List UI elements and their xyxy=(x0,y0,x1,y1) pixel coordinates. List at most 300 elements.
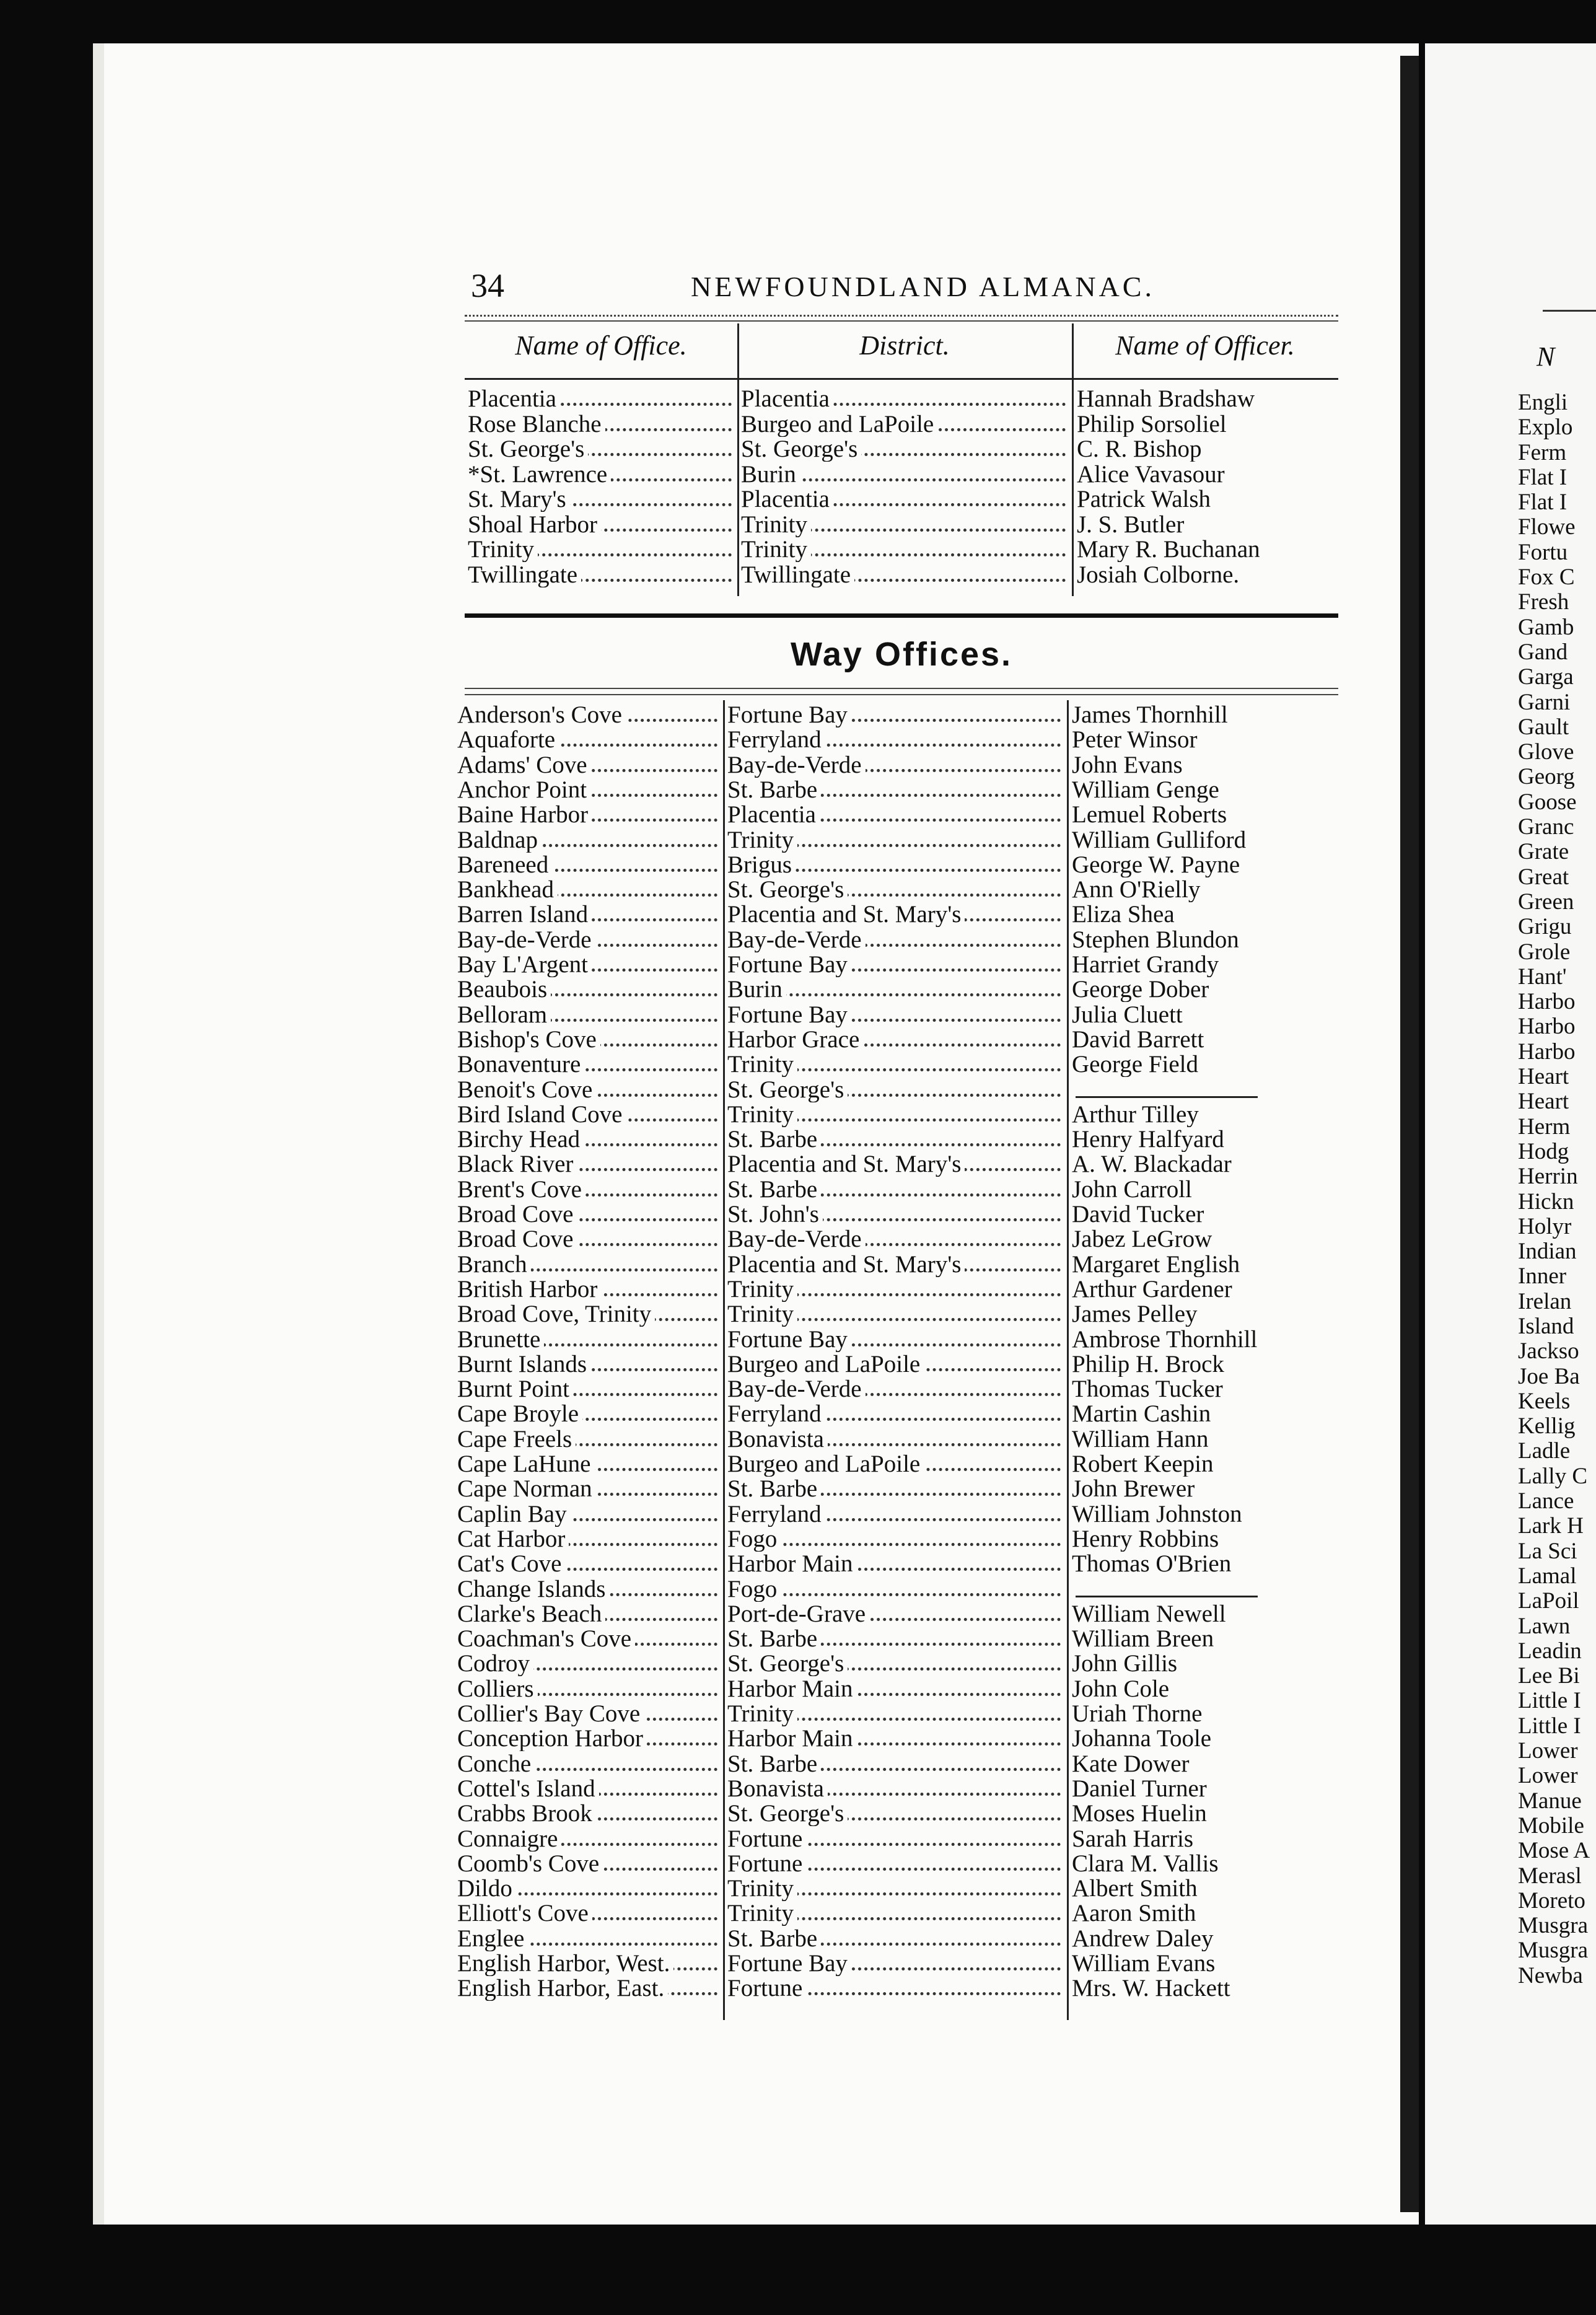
office-name xyxy=(457,1976,720,2001)
officer-name-text: Josiah Colborne. xyxy=(1077,563,1243,587)
office-name-text: Black River xyxy=(457,1152,577,1177)
district-name xyxy=(741,537,1068,562)
officer-name-text xyxy=(1072,1577,1076,1602)
office-name-text: Adams' Cove xyxy=(457,753,591,778)
officer-name xyxy=(1072,1377,1338,1402)
facing-page-fragment: LaPoil xyxy=(1518,1589,1579,1614)
office-name xyxy=(457,1177,720,1202)
facing-page-fragment: Lee Bi xyxy=(1518,1664,1580,1689)
district-name-text: Burgeo and LaPoile xyxy=(741,412,937,437)
table-row xyxy=(0,512,1596,537)
header-rule-top xyxy=(465,315,1338,317)
running-title: NEWFOUNDLAND ALMANAC. xyxy=(691,271,1155,302)
office-name xyxy=(457,1052,720,1077)
facing-page-fragment: Garga xyxy=(1518,665,1574,690)
officer-name xyxy=(1072,1352,1338,1377)
district-name-text: St. Barbe xyxy=(727,778,821,802)
officer-name-text: David Barrett xyxy=(1072,1027,1208,1052)
table-row xyxy=(0,703,1596,727)
table-row xyxy=(0,1852,1596,1876)
officer-name-text: A. W. Blackadar xyxy=(1072,1152,1235,1177)
table-row xyxy=(0,1202,1596,1227)
office-name xyxy=(457,1827,720,1852)
facing-page-fragment: Grole xyxy=(1518,939,1571,965)
facing-page-fragment: Flat I xyxy=(1518,465,1568,490)
district-name xyxy=(727,1602,1063,1627)
table-row xyxy=(0,1052,1596,1077)
table-row xyxy=(0,1252,1596,1277)
officer-name xyxy=(1072,1152,1338,1177)
district-name xyxy=(727,1876,1063,1901)
table-row xyxy=(0,1003,1596,1027)
district-name-text: Twillingate xyxy=(741,563,854,587)
officer-name-text: Martin Cashin xyxy=(1072,1402,1214,1426)
officer-name-text: Thomas Tucker xyxy=(1072,1377,1227,1402)
column-header-rule xyxy=(465,378,1338,380)
officer-name xyxy=(1072,1951,1338,1976)
office-name xyxy=(457,802,720,827)
officer-name-text: Jabez LeGrow xyxy=(1072,1227,1216,1252)
district-name-text: Trinity xyxy=(727,1102,797,1127)
facing-page-fragment: Jackso xyxy=(1518,1339,1579,1364)
district-name-text: Ferryland xyxy=(727,1402,825,1426)
office-name-text: Birchy Head xyxy=(457,1127,584,1152)
officer-name-text: Stephen Blundon xyxy=(1072,928,1243,952)
officer-name xyxy=(1072,977,1338,1002)
officer-separator xyxy=(1072,1096,1258,1098)
office-name xyxy=(457,1901,720,1926)
facing-page-fragment: Herrin xyxy=(1518,1164,1578,1190)
officer-name xyxy=(1077,462,1337,487)
facing-page-fragment: Little I xyxy=(1518,1713,1581,1739)
office-name xyxy=(457,1951,720,1976)
district-name-text: Fortune xyxy=(727,1852,806,1876)
table-row xyxy=(0,1602,1596,1627)
office-name xyxy=(457,1752,720,1777)
officer-name-text: Patrick Walsh xyxy=(1077,487,1214,512)
office-name-text: Cottel's Island xyxy=(457,1777,599,1801)
district-name xyxy=(727,1702,1063,1726)
table-row xyxy=(0,828,1596,853)
district-name xyxy=(741,512,1068,537)
office-name-text: Codroy xyxy=(457,1651,533,1676)
officer-name-text: Mrs. W. Hackett xyxy=(1072,1976,1234,2001)
district-name-text: Harbor Main xyxy=(727,1726,857,1751)
facing-page-fragment: Hodg xyxy=(1518,1139,1569,1164)
officer-name-text: Henry Halfyard xyxy=(1072,1127,1228,1152)
office-name-text: Barren Island xyxy=(457,902,592,927)
table-row xyxy=(0,952,1596,977)
office-name xyxy=(457,1602,720,1627)
officer-name-text: Mary R. Buchanan xyxy=(1077,537,1264,562)
district-name-text: Placentia and St. Mary's xyxy=(727,1152,965,1177)
facing-page-fragment: Lance xyxy=(1518,1489,1574,1514)
officer-name xyxy=(1072,1227,1338,1252)
officer-name-text: William Newell xyxy=(1072,1602,1230,1627)
officer-name-text: John Cole xyxy=(1072,1677,1173,1702)
table-row xyxy=(0,1726,1596,1751)
district-name xyxy=(727,1777,1063,1801)
officer-name-text: C. R. Bishop xyxy=(1077,437,1206,462)
district-name-text: Trinity xyxy=(727,1901,797,1926)
officer-name-text: Ann O'Rielly xyxy=(1072,877,1204,902)
office-name-text: Connaigre xyxy=(457,1827,561,1852)
district-name xyxy=(727,1078,1063,1102)
office-name xyxy=(457,1651,720,1676)
table-row xyxy=(0,727,1596,752)
table-row xyxy=(0,1078,1596,1102)
district-name-text: Trinity xyxy=(727,1302,797,1327)
office-name-text: Collier's Bay Cove xyxy=(457,1702,644,1726)
officer-name-text: William Breen xyxy=(1072,1627,1217,1651)
office-name xyxy=(468,387,734,411)
district-name xyxy=(727,1901,1063,1926)
district-name xyxy=(727,1852,1063,1876)
district-name-text: Harbor Main xyxy=(727,1677,857,1702)
district-name-text: Burin xyxy=(727,977,786,1002)
table-row xyxy=(0,412,1596,437)
officer-name xyxy=(1072,877,1338,902)
office-name-text: Shoal Harbor xyxy=(468,512,601,537)
district-name-text: Trinity xyxy=(741,537,811,562)
office-name xyxy=(457,1402,720,1426)
officer-name-text: Daniel Turner xyxy=(1072,1777,1211,1801)
facing-page-fragment: Lower xyxy=(1518,1764,1578,1789)
facing-page-fragment: Heart xyxy=(1518,1065,1569,1090)
officer-name xyxy=(1072,802,1338,827)
officer-name-text: Philip H. Brock xyxy=(1072,1352,1228,1377)
district-name-text: St. Barbe xyxy=(727,1926,821,1951)
district-name-text: St. George's xyxy=(727,1801,848,1826)
table-row xyxy=(0,1651,1596,1676)
column-header-office: Name of Office. xyxy=(515,330,687,361)
table-row xyxy=(0,1801,1596,1826)
column-header-officer: Name of Officer. xyxy=(1115,330,1295,361)
facing-page-fragment: Lamal xyxy=(1518,1563,1577,1589)
officer-name-text: James Pelley xyxy=(1072,1302,1201,1327)
officer-name xyxy=(1072,1502,1338,1527)
facing-page-fragment: Grate xyxy=(1518,840,1569,865)
district-name xyxy=(727,1003,1063,1027)
district-name xyxy=(727,1377,1063,1402)
officer-name xyxy=(1077,387,1337,411)
facing-page-fragment: Lark H xyxy=(1518,1514,1584,1539)
facing-page-fragment: Little I xyxy=(1518,1689,1581,1714)
district-name xyxy=(727,753,1063,778)
district-name-text: Trinity xyxy=(741,512,811,537)
office-name-text: British Harbor xyxy=(457,1277,601,1302)
district-name xyxy=(741,412,1068,437)
district-name xyxy=(727,1177,1063,1202)
district-name-text: Burgeo and LaPoile xyxy=(727,1452,924,1477)
office-name xyxy=(457,1127,720,1152)
facing-page-fragment: Harbo xyxy=(1518,1014,1576,1040)
office-name-text: Anderson's Cove xyxy=(457,703,626,727)
officer-name-text: Robert Keepin xyxy=(1072,1452,1217,1477)
facing-page-fragment: Explo xyxy=(1518,415,1573,441)
office-name xyxy=(457,902,720,927)
officer-name-text: Julia Cluett xyxy=(1072,1003,1186,1027)
office-name xyxy=(457,1277,720,1302)
officer-name xyxy=(1072,1801,1338,1826)
facing-page-fragment: Goose xyxy=(1518,789,1577,815)
district-name-text: Fortune Bay xyxy=(727,1327,851,1352)
facing-page-fragment: Holyr xyxy=(1518,1214,1572,1239)
district-name xyxy=(727,1202,1063,1227)
office-name xyxy=(457,1801,720,1826)
office-name xyxy=(457,778,720,802)
facing-page-fragment: Harbo xyxy=(1518,1039,1576,1065)
district-name xyxy=(727,1677,1063,1702)
officer-name xyxy=(1072,1552,1338,1576)
table-row xyxy=(0,1377,1596,1402)
facing-page-fragment: Heart xyxy=(1518,1089,1569,1115)
office-name-text: Trinity xyxy=(468,537,538,562)
officer-name xyxy=(1072,1003,1338,1027)
table-row xyxy=(0,387,1596,411)
district-name-text: Placentia xyxy=(741,387,833,411)
office-name-text: Change Islands xyxy=(457,1577,609,1602)
facing-page-fragment: Fortu xyxy=(1518,540,1568,565)
district-name-text: Brigus xyxy=(727,853,796,877)
office-name xyxy=(457,1577,720,1602)
district-name xyxy=(727,828,1063,853)
office-name-text: Cape Broyle xyxy=(457,1402,582,1426)
office-name xyxy=(468,537,734,562)
facing-page-fragment: Manue xyxy=(1518,1788,1582,1814)
district-name-text: Ferryland xyxy=(727,1502,825,1527)
table-row xyxy=(0,1027,1596,1052)
officer-name-text: George W. Payne xyxy=(1072,853,1243,877)
table-row xyxy=(0,977,1596,1002)
district-name xyxy=(727,1477,1063,1501)
facing-page-fragment: Georg xyxy=(1518,765,1575,790)
officer-name-text: Albert Smith xyxy=(1072,1876,1201,1901)
district-name xyxy=(727,877,1063,902)
facing-page-fragment: Hant' xyxy=(1518,964,1567,990)
office-name xyxy=(457,977,720,1002)
officer-name xyxy=(1072,1726,1338,1751)
officer-name xyxy=(1072,1027,1338,1052)
office-name xyxy=(457,1252,720,1277)
facing-page-fragment: Ladle xyxy=(1518,1439,1571,1464)
officer-name-text xyxy=(1072,1078,1076,1102)
table-row xyxy=(0,902,1596,927)
way-offices-title: Way Offices. xyxy=(790,636,1013,673)
table-row xyxy=(0,1901,1596,1926)
officer-name xyxy=(1072,952,1338,977)
table-row xyxy=(0,487,1596,512)
office-name-text: St. Mary's xyxy=(468,487,570,512)
office-name xyxy=(457,1527,720,1552)
district-name-text: Fortune xyxy=(727,1827,806,1852)
officer-name xyxy=(1072,778,1338,802)
district-name-text: St. George's xyxy=(727,877,848,902)
district-name-text: St. Barbe xyxy=(727,1752,821,1777)
facing-page-fragment: Herm xyxy=(1518,1114,1571,1140)
officer-name-text: William Hann xyxy=(1072,1427,1212,1452)
officer-name-text: Aaron Smith xyxy=(1072,1901,1199,1926)
officer-name xyxy=(1072,1677,1338,1702)
district-name xyxy=(727,1926,1063,1951)
district-name-text: Placentia and St. Mary's xyxy=(727,902,965,927)
office-name xyxy=(457,1926,720,1951)
district-name-text: Trinity xyxy=(727,1702,797,1726)
district-name-text: Placentia and St. Mary's xyxy=(727,1252,965,1277)
office-name xyxy=(468,437,734,462)
facing-page-fragment: Hickn xyxy=(1518,1189,1574,1215)
office-name xyxy=(457,1452,720,1477)
facing-page-fragment: Engli xyxy=(1518,390,1568,415)
table-row xyxy=(0,437,1596,462)
district-name-text: Bay-de-Verde xyxy=(727,753,866,778)
office-name-text: Belloram xyxy=(457,1003,551,1027)
facing-page-fragment: Kellig xyxy=(1518,1414,1576,1439)
table-row xyxy=(0,1327,1596,1352)
officer-name xyxy=(1072,1327,1338,1352)
table-row xyxy=(0,1752,1596,1777)
district-name xyxy=(727,1302,1063,1327)
facing-page-fragment: Green xyxy=(1518,889,1574,915)
office-name xyxy=(457,952,720,977)
office-name-text: Placentia xyxy=(468,387,560,411)
office-name-text: Dildo xyxy=(457,1876,516,1901)
officer-name-text: Arthur Tilley xyxy=(1072,1102,1203,1127)
district-name xyxy=(727,1252,1063,1277)
office-name xyxy=(468,462,734,487)
district-name xyxy=(727,1052,1063,1077)
district-name xyxy=(727,1427,1063,1452)
district-name-text: Ferryland xyxy=(727,727,825,752)
facing-page-fragment: Flat I xyxy=(1518,490,1568,516)
officer-name xyxy=(1072,1202,1338,1227)
table-row xyxy=(0,1227,1596,1252)
officer-name xyxy=(1077,412,1337,437)
table-row xyxy=(0,1102,1596,1127)
officer-name xyxy=(1072,928,1338,952)
office-name xyxy=(457,1552,720,1576)
table-row xyxy=(0,1951,1596,1976)
district-name xyxy=(727,1552,1063,1576)
facing-page-fragment: Glove xyxy=(1518,740,1574,765)
facing-page-fragment: Mobile xyxy=(1518,1813,1584,1838)
office-name xyxy=(457,1876,720,1901)
officer-name xyxy=(1072,1602,1338,1627)
office-name-text: Cat's Cove xyxy=(457,1552,565,1576)
officer-name-text: Clara M. Vallis xyxy=(1072,1852,1222,1876)
office-name-text: Bareneed xyxy=(457,853,552,877)
district-name-text: Trinity xyxy=(727,1277,797,1302)
officer-name xyxy=(1077,437,1337,462)
office-name xyxy=(457,1852,720,1876)
district-name-text: Trinity xyxy=(727,1052,797,1077)
officer-name-text: Johanna Toole xyxy=(1072,1726,1215,1751)
officer-name xyxy=(1072,1402,1338,1426)
office-name-text: Rose Blanche xyxy=(468,412,605,437)
facing-page-fragment: Great xyxy=(1518,864,1569,890)
district-name xyxy=(741,563,1068,587)
officer-name-text: Eliza Shea xyxy=(1072,902,1178,927)
officer-name xyxy=(1072,1577,1338,1602)
office-name xyxy=(457,727,720,752)
officer-name-text: Andrew Daley xyxy=(1072,1926,1217,1951)
table-row xyxy=(0,1827,1596,1852)
office-name-text: Twillingate xyxy=(468,563,581,587)
district-name xyxy=(727,1801,1063,1826)
office-name-text: Bird Island Cove xyxy=(457,1102,626,1127)
district-name xyxy=(741,437,1068,462)
facing-page-fragment: Inner xyxy=(1518,1264,1567,1289)
officer-separator xyxy=(1072,1596,1258,1597)
district-name-text: Fogo xyxy=(727,1577,781,1602)
facing-page-fragment: Gamb xyxy=(1518,615,1574,640)
office-name-text: Anchor Point xyxy=(457,778,590,802)
officer-name-text: Peter Winsor xyxy=(1072,727,1201,752)
table-row xyxy=(0,1627,1596,1651)
officer-name-text: George Dober xyxy=(1072,977,1212,1002)
district-name-text: St. John's xyxy=(727,1202,823,1227)
table-row xyxy=(0,1402,1596,1426)
office-name-text: Burnt Islands xyxy=(457,1352,590,1377)
table-row xyxy=(0,1702,1596,1726)
officer-name xyxy=(1072,1127,1338,1152)
facing-page-fragment: Keels xyxy=(1518,1389,1571,1414)
district-name xyxy=(727,1976,1063,2001)
officer-name xyxy=(1072,1876,1338,1901)
officer-name xyxy=(1072,1427,1338,1452)
officer-name-text: John Brewer xyxy=(1072,1477,1198,1501)
table-row xyxy=(0,1127,1596,1152)
officer-name xyxy=(1072,1976,1338,2001)
table-row xyxy=(0,1527,1596,1552)
way-offices-rule-1 xyxy=(465,688,1338,689)
officer-name-text: J. S. Butler xyxy=(1077,512,1188,537)
office-name-text: Bay L'Argent xyxy=(457,952,592,977)
district-name-text: Port-de-Grave xyxy=(727,1602,869,1627)
district-name xyxy=(727,703,1063,727)
facing-page-fragment: Lower xyxy=(1518,1739,1578,1764)
facing-page-fragment: Joe Ba xyxy=(1518,1364,1580,1389)
facing-page-fragment: Moreto xyxy=(1518,1888,1585,1913)
district-name xyxy=(727,853,1063,877)
office-name-text: Elliott's Cove xyxy=(457,1901,592,1926)
facing-page-fragment: Island xyxy=(1518,1314,1574,1339)
office-name xyxy=(457,1327,720,1352)
officer-name xyxy=(1072,1827,1338,1852)
office-name-text: Brent's Cove xyxy=(457,1177,585,1202)
district-name xyxy=(727,952,1063,977)
office-name xyxy=(457,1427,720,1452)
officer-name-text: John Evans xyxy=(1072,753,1186,778)
office-name-text: Crabbs Brook xyxy=(457,1801,596,1826)
office-name-text: Baine Harbor xyxy=(457,802,592,827)
office-name xyxy=(457,1677,720,1702)
district-name xyxy=(727,1127,1063,1152)
table-row xyxy=(0,1352,1596,1377)
office-name-text: Brunette xyxy=(457,1327,544,1352)
district-name-text: Fortune Bay xyxy=(727,1951,851,1976)
officer-name xyxy=(1072,1901,1338,1926)
district-name-text: Fortune xyxy=(727,1976,806,2001)
office-name-text: Bankhead xyxy=(457,877,558,902)
facing-page-fragment: Fresh xyxy=(1518,590,1569,615)
district-name-text: Bay-de-Verde xyxy=(727,928,866,952)
office-name xyxy=(457,1202,720,1227)
facing-page-fragment: Newba xyxy=(1518,1963,1583,1988)
facing-page-fragment: Musgra xyxy=(1518,1938,1589,1964)
facing-page-fragment: Gand xyxy=(1518,639,1568,665)
office-name-text: Bay-de-Verde xyxy=(457,928,595,952)
